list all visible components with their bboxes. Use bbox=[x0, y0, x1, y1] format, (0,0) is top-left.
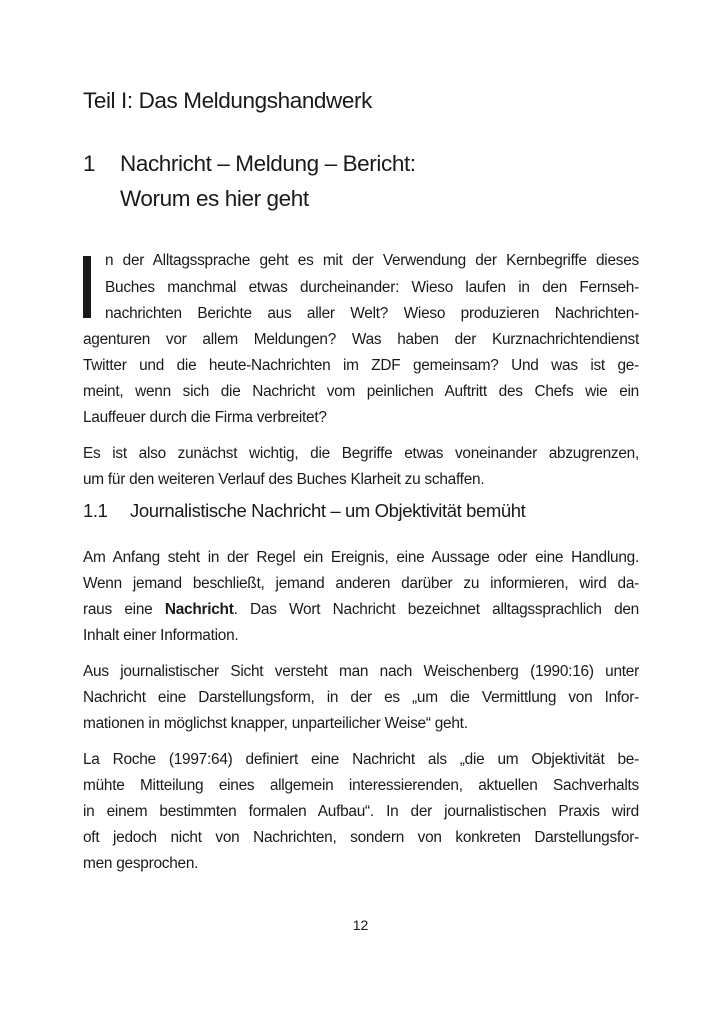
paragraph-line: La Roche (1997:64) definiert eine Nachricht als „die um Objektivität be- bbox=[83, 751, 639, 768]
chapter-number: 1 bbox=[83, 151, 96, 176]
intro-line: Twitter und die heute-Nachrichten im ZDF gemeinsam? Und was ist ge- bbox=[83, 357, 639, 374]
paragraph-line: Inhalt einer Information. bbox=[83, 627, 239, 644]
section-heading bbox=[83, 500, 526, 522]
intro-line: Lauffeuer durch die Firma verbreitet? bbox=[83, 409, 327, 426]
paragraph-line: Nachricht eine Darstellungsform, in der es „um die Vermittlung von Infor- bbox=[83, 689, 639, 706]
paragraph-line: Es ist also zunächst wichtig, die Begriffe etwas voneinander abzugrenzen, bbox=[83, 445, 639, 462]
paragraph-line: mationen in möglichst knapper, unparteilicher Weise“ geht. bbox=[83, 715, 468, 732]
paragraph-line: Am Anfang steht in der Regel ein Ereignis, eine Aussage oder eine Handlung. bbox=[83, 549, 639, 566]
paragraph-line: Aus journalistischer Sicht versteht man nach Weischenberg (1990:16) unter bbox=[83, 663, 639, 680]
paragraph-line: Wenn jemand beschließt, jemand anderen darüber zu informieren, wird da- bbox=[83, 575, 639, 592]
paragraph-line: men gesprochen. bbox=[83, 855, 199, 872]
page-number: 12 bbox=[352, 917, 369, 933]
intro-line: Buches manchmal etwas durcheinander: Wieso laufen in den Fernseh- bbox=[105, 279, 639, 296]
text-run: . Das Wort Nachricht bezeichnet alltagssprachlich den bbox=[233, 601, 639, 618]
section-number: 1.1 bbox=[83, 500, 108, 521]
paragraph-line: oft jedoch nicht von Nachrichten, sondern von konkreten Darstellungsfor- bbox=[83, 829, 639, 846]
intro-line: nachrichten Berichte aus aller Welt? Wieso produzieren Nachrichten- bbox=[105, 305, 639, 322]
paragraph-line bbox=[83, 601, 639, 619]
bold-term: Nachricht bbox=[164, 601, 234, 618]
paragraph-line: um für den weiteren Verlauf des Buches Klarheit zu schaffen. bbox=[83, 471, 485, 488]
intro-line: agenturen vor allem Meldungen? Was haben der Kurznachrichtendienst bbox=[83, 331, 639, 348]
drop-cap-initial bbox=[83, 256, 91, 318]
paragraph-line: mühte Mitteilung eines allgemein interessierenden, aktuellen Sachverhalts bbox=[83, 777, 639, 794]
paragraph-line: in einem bestimmten formalen Aufbau“. In der journalistischen Praxis wird bbox=[83, 803, 639, 820]
text-run: raus eine bbox=[83, 601, 165, 618]
chapter-title-line-2: Worum es hier geht bbox=[120, 186, 309, 211]
part-title: Teil I: Das Meldungshandwerk bbox=[83, 88, 372, 113]
intro-line: n der Alltagssprache geht es mit der Verwendung der Kernbegriffe dieses bbox=[105, 252, 639, 269]
intro-line: meint, wenn sich die Nachricht vom peinlichen Auftritt des Chefs wie ein bbox=[83, 383, 639, 400]
section-title: Journalistische Nachricht – um Objektivität bemüht bbox=[130, 500, 526, 521]
chapter-title-line-1: Nachricht – Meldung – Bericht: bbox=[120, 151, 416, 176]
